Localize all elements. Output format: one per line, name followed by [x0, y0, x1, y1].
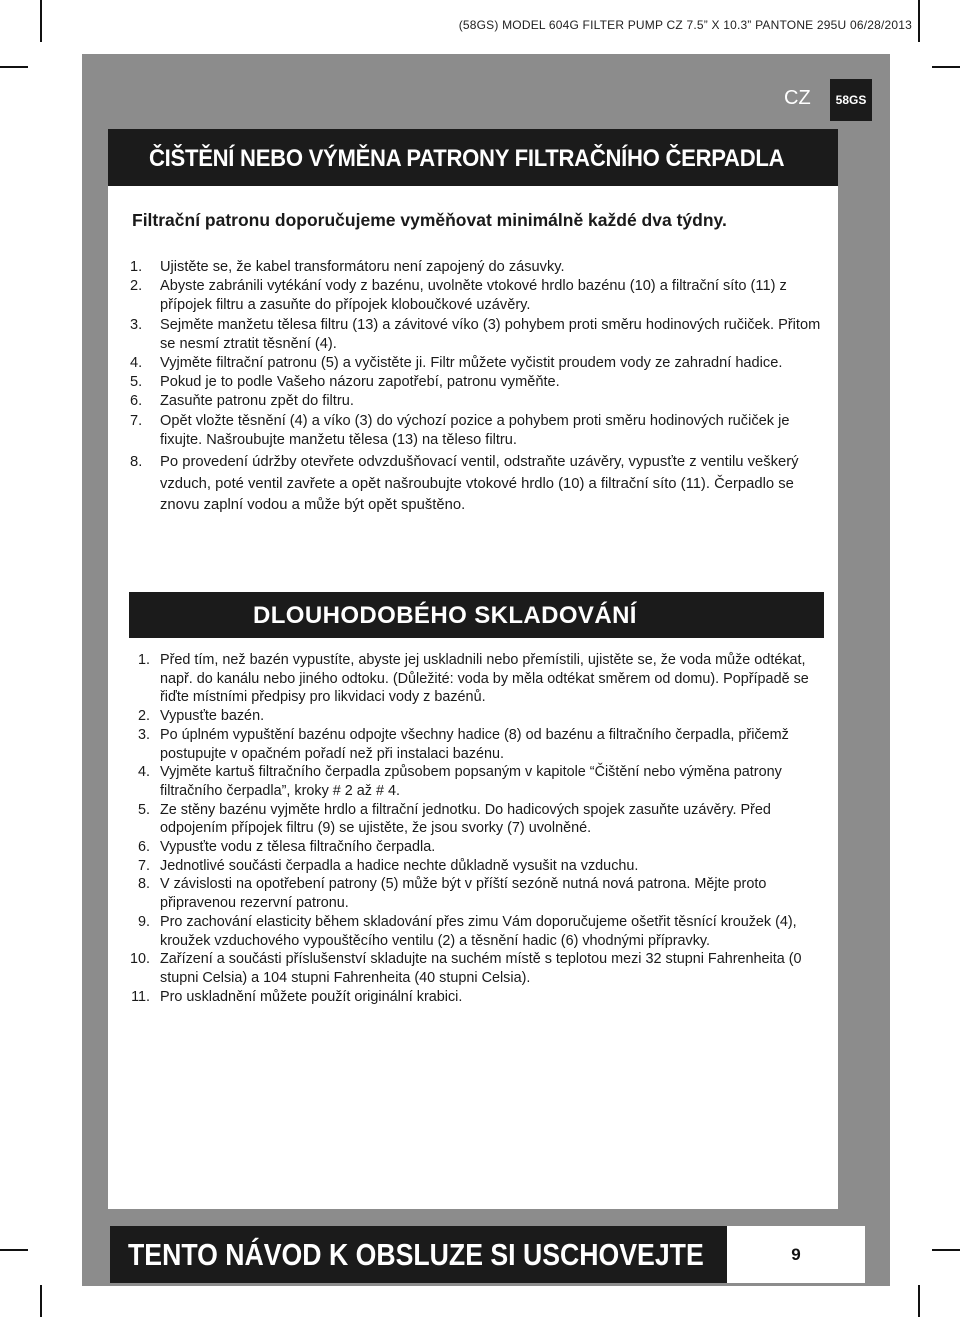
cleaning-steps-list	[130, 258, 830, 517]
print-header: (58GS) MODEL 604G FILTER PUMP CZ 7.5” X 10.3” PANTONE 295U 06/28/2013	[458, 18, 912, 32]
step-number: 10.	[130, 951, 151, 968]
list-item	[130, 392, 830, 411]
step-text: Před tím, než bazén vypustíte, abyste jej uskladnili nebo přemístili, ujistěte se, že voda může odtékat, např. do kanálu nebo jiného odtoku. (Důležité: voda by měla odtékat směrem od domu). Popřípadě se řiďte místními předpisy pro likvidaci vody z bazénů.	[160, 652, 809, 706]
language-label: CZ	[784, 87, 811, 109]
step-number: 1.	[130, 259, 143, 275]
step-text: Opět vložte těsnění (4) a víko (3) do výchozí pozice a pohybem proti směru hodinových ručiček je fixujte. Našroubujte manžetu tělesa (13) na těleso filtru.	[160, 412, 790, 448]
step-text: Abyste zabránili vytékání vody z bazénu, uvolněte vtokové hrdlo bazénu (10) a filtrační síto (11) z přípojek filtru a zasuňte do přípojek kloboučkové uzávěry.	[160, 278, 787, 314]
step-number: 2.	[137, 708, 150, 725]
section-subtitle: Filtrační patronu doporučujeme vyměňovat minimálně každé dva týdny.	[132, 210, 727, 230]
section-title-bar	[129, 592, 824, 638]
storage-steps-list	[130, 651, 840, 1006]
list-item	[130, 707, 840, 726]
crop-mark	[0, 1249, 28, 1251]
list-item	[130, 950, 840, 987]
step-number: 1.	[137, 652, 150, 668]
step-number: 3.	[137, 726, 150, 743]
step-number: 2.	[130, 278, 143, 295]
list-item	[130, 875, 840, 912]
step-text: Po provedení údržby otevřete odvzdušňovací ventil, odstraňte uzávěry, vypusťte z ventilu veškerý vzduch, poté ventil zavřete a opět našroubujte vtokové hrdlo (10) a filtrační síto (11). Čerpadlo se znovu zaplní vodou a může být opět spuštěno.	[160, 454, 799, 514]
step-number: 4.	[130, 355, 143, 372]
list-item	[130, 801, 840, 838]
step-number: 5.	[130, 374, 143, 391]
list-item	[130, 452, 830, 517]
step-text: Pro zachování elasticity během skladování přes zimu Vám doporučujeme ošetřit těsnící kroužek (4), kroužek vzduchového vypouštěcího ventilu (2) a těsnění hadic (6) vhodnými přípravky.	[160, 913, 797, 949]
step-text: Pro uskladnění můžete použít originální krabici.	[160, 988, 463, 1005]
step-number: 6.	[137, 839, 150, 856]
step-text: Zařízení a součásti příslušenství skladujte na suchém místě s teplotou mezi 32 stupni Fahrenheita (0 stupni Celsia) a 104 stupni Fahrenheita (40 stupni Celsia).	[160, 951, 802, 986]
section-title-bar	[108, 129, 838, 186]
crop-mark	[40, 1285, 42, 1317]
list-item	[130, 354, 830, 373]
step-number: 3.	[130, 316, 143, 333]
step-text: Vypusťte bazén.	[160, 708, 265, 725]
step-number: 8.	[137, 876, 150, 893]
crop-mark	[932, 66, 960, 68]
list-item	[130, 763, 840, 800]
step-text: Vypusťte vodu z tělesa filtračního čerpadla.	[160, 839, 436, 856]
crop-mark	[918, 1285, 920, 1317]
list-item	[130, 651, 840, 707]
step-text: Zasuňte patronu zpět do filtru.	[160, 393, 354, 410]
list-item	[130, 277, 830, 315]
step-text: Ujistěte se, že kabel transformátoru není zapojený do zásuvky.	[160, 259, 565, 275]
list-item	[130, 838, 840, 857]
step-number: 7.	[130, 412, 143, 429]
crop-mark	[932, 1249, 960, 1251]
step-number: 6.	[130, 393, 143, 410]
footer-text: TENTO NÁVOD K OBSLUZE SI USCHOVEJTE	[128, 1237, 704, 1272]
crop-mark	[918, 0, 920, 42]
footer-bar	[110, 1226, 727, 1283]
step-text: Ze stěny bazénu vyjměte hrdlo a filtrační jednotku. Do hadicových spojek zasuňte uzávěry. Před odpojením přípojek filtru (9) se ujistěte, že jsou svorky (7) uvolněné.	[160, 801, 771, 837]
step-number: 5.	[137, 801, 150, 818]
model-badge: 58GS	[830, 79, 872, 121]
step-text: Vyjměte kartuš filtračního čerpadla způsobem popsaným v kapitole “Čištění nebo výměna patrony filtračního čerpadla”, kroky # 2 až # 4.	[160, 764, 782, 799]
step-text: V závislosti na opotřebení patrony (5) může být v příští sezóně nutná nová patrona. Mějte proto připravenou rezervní patronu.	[160, 876, 767, 912]
step-text: Vyjměte filtrační patronu (5) a vyčistěte ji. Filtr můžete vyčistit proudem vody ze zahradní hadice.	[160, 355, 783, 372]
step-text: Jednotlivé součásti čerpadla a hadice nechte důkladně vysušit na vzduchu.	[160, 857, 639, 874]
step-number: 11.	[131, 988, 150, 1005]
step-text: Sejměte manžetu tělesa filtru (13) a závitové víko (3) pohybem proti směru hodinových ručiček. Přitom se nesmí ztratit těsnění (4).	[160, 316, 821, 352]
list-item	[130, 412, 830, 450]
step-text: Po úplném vypuštění bazénu odpojte všechny hadice (8) od bazénu a filtračního čerpadla, přičemž postupujte v opačném pořadí než při instalaci bazénu.	[160, 726, 789, 762]
list-item	[130, 857, 840, 876]
list-item	[130, 373, 830, 392]
step-number: 9.	[137, 913, 150, 930]
list-item	[130, 258, 830, 277]
step-text: Pokud je to podle Vašeho názoru zapotřebí, patronu vyměňte.	[160, 374, 560, 391]
section-title-storage: DLOUHODOBÉHO SKLADOVÁNÍ	[253, 602, 637, 629]
list-item	[130, 726, 840, 763]
section-title-cleaning: ČIŠTĚNÍ NEBO VÝMĚNA PATRONY FILTRAČNÍHO ČERPADLA	[149, 145, 785, 172]
page-number: 9	[727, 1226, 865, 1283]
step-number: 7.	[137, 857, 150, 874]
step-number: 8.	[130, 454, 143, 471]
crop-mark	[0, 66, 28, 68]
list-item	[130, 913, 840, 950]
crop-mark	[40, 0, 42, 42]
list-item	[130, 316, 830, 354]
list-item	[130, 988, 840, 1007]
step-number: 4.	[137, 764, 150, 781]
